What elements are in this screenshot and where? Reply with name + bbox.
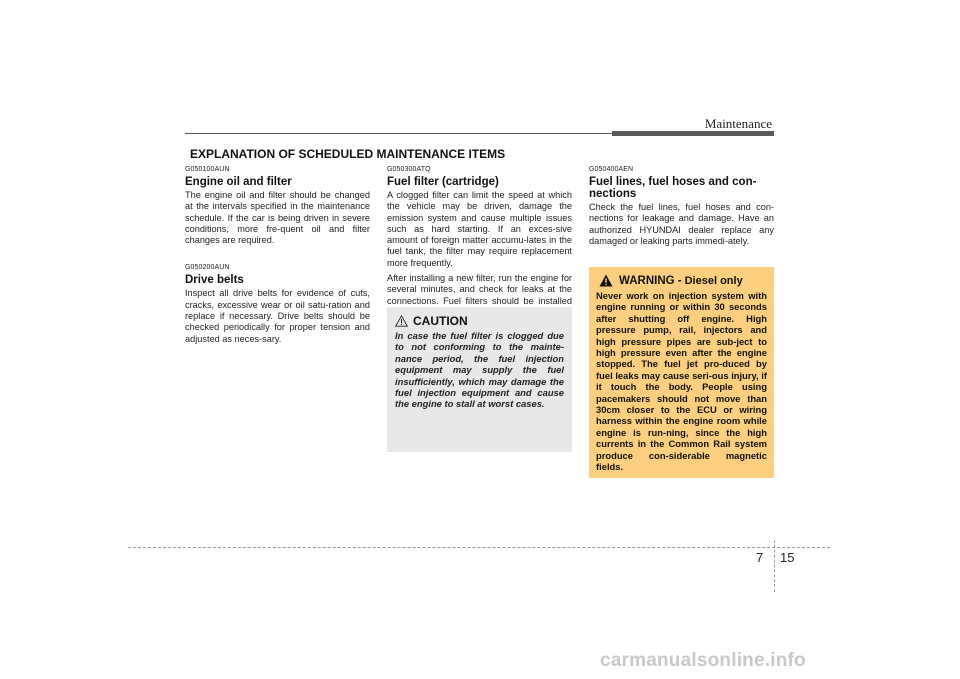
item-code: G050100AUN [185, 166, 230, 173]
header-title: Maintenance [704, 116, 772, 131]
item-heading: Drive belts [185, 274, 244, 287]
caution-text: In case the fuel filter is clogged due to not conforming to the mainte-nance period, the fuel injection equipment may supply the fuel insufficiently, which may damage the fuel injection equipment and cause the engine to stall at worst cases. [395, 330, 564, 410]
page-number: 15 [780, 550, 795, 565]
item-text: Inspect all drive belts for evidence of cuts, cracks, excessive wear or oil satu-ration and replace if necessary. Drive belts should be checked periodically for proper tension and adjusted as neces-sary. [185, 288, 370, 344]
caution-icon [395, 315, 408, 327]
warning-icon [599, 274, 613, 287]
item-code: G050400AEN [589, 166, 634, 173]
item-text: A clogged filter can limit the speed at which the vehicle may be driven, damage the emission system and cause multiple issues such as hard starting. If an exces-sive amount of foreign matter accumu-lates in the fuel tank, the filter may require replacement more frequently. [387, 190, 572, 268]
watermark: carmanualsonline.info [600, 650, 806, 671]
item-code: G050300ATQ [387, 166, 431, 173]
warning-text: Never work on injection system with engine running or within 30 seconds after shutting off engine. High pressure pump, rail, injectors and high pressure pipes are sub-ject to high pressure even after the engine stopped. The fuel jet pro-duced by fuel leaks may cause seri-ous injury, if it touch the body. People using pacemakers should not move than 30cm closer to the ECU or wiring harness within the engine room while engine is run-ning, since the high currents in the Common Rail system produce con-siderable magnetic fields. [596, 290, 767, 473]
item-heading: Fuel lines, fuel hoses and con-nections [589, 176, 757, 200]
item-heading: Engine oil and filter [185, 176, 292, 188]
column-3 [589, 166, 774, 247]
warning-subtitle: Diesel only [684, 274, 743, 287]
footer-dashed-divider [774, 540, 775, 592]
item-code: G050200AUN [185, 264, 230, 272]
footer-dashed-rule [128, 547, 830, 548]
section-title: EXPLANATION OF SCHEDULED MAINTENANCE ITEMS [190, 147, 506, 161]
caution-box [387, 307, 572, 452]
warning-box [589, 267, 774, 478]
header-rule-thin [185, 133, 615, 134]
item-text: Check the fuel lines, fuel hoses and con-nections for leakage and damage. Have an authorized HYUNDAI dealer replace any damaged or leaking parts immedi-ately. [589, 202, 774, 246]
warning-title: WARNING - [619, 274, 682, 287]
item-text: After installing a new filter, run the engine for several minutes, and check for leaks at the connections. Fuel filters should be installed [387, 273, 572, 306]
column-2 [387, 166, 572, 318]
item-heading: Fuel filter (cartridge) [387, 176, 499, 188]
item-text: The engine oil and filter should be changed at the intervals specified in the maintenance schedule. If the car is being driven in severe conditions, more fre-quent oil and filter changes are required. [185, 190, 370, 246]
header-rule-thick [612, 131, 774, 136]
page-chapter: 7 [756, 550, 764, 565]
column-1 [185, 166, 370, 345]
caution-title: CAUTION [413, 314, 468, 328]
